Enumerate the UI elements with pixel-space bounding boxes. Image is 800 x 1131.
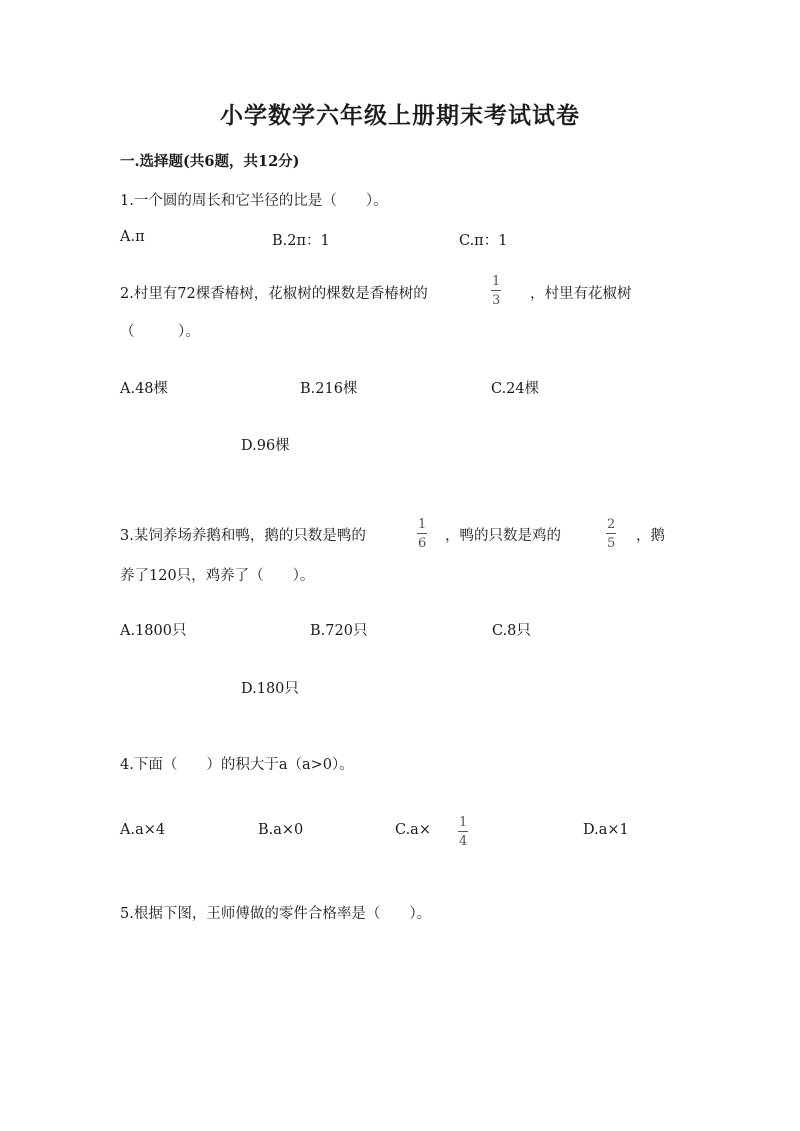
question-1-option-b: B.2π：1: [272, 233, 330, 249]
question-4-option-b: B.a×0: [258, 822, 304, 838]
question-3-fraction-2: [605, 518, 617, 550]
question-3-option-d: D.180只: [241, 681, 299, 697]
fraction-denominator: 5: [607, 536, 616, 551]
question-3-text-b: ，鸭的只数是鸡的: [445, 528, 561, 544]
question-2-text-b: ，村里有花椒树: [530, 286, 632, 302]
question-3-fraction-1: [416, 518, 428, 550]
question-1-option-a: A.π: [120, 229, 145, 245]
question-2-text-a: 2.村里有72棵香椿树，花椒树的棵数是香椿树的: [120, 286, 428, 302]
question-2-option-a: A.48棵: [120, 381, 169, 397]
question-3-option-a: A.1800只: [120, 623, 187, 639]
question-4-option-d: D.a×1: [583, 822, 629, 838]
question-3-text-c: ，鹅: [636, 528, 665, 544]
question-1-text: 1.一个圆的周长和它半径的比是（ ）。: [120, 193, 388, 209]
fraction-numerator: 1: [492, 274, 501, 289]
question-2-fraction: [490, 275, 502, 307]
question-4-option-a: A.a×4: [120, 822, 166, 838]
question-2-option-c: C.24棵: [491, 381, 540, 397]
question-3-text-a: 3.某饲养场养鹅和鸭，鹅的只数是鸭的: [120, 528, 366, 544]
fraction-denominator: 4: [459, 834, 468, 849]
section-heading: 一.选择题(共6题，共12分): [120, 153, 300, 170]
fraction-numerator: 2: [607, 517, 616, 532]
question-3-option-b: B.720只: [310, 623, 368, 639]
question-3-text-d: 养了120只，鸡养了（ ）。: [120, 568, 315, 584]
question-4-option-c: C.a×: [395, 822, 431, 838]
question-4-text: 4.下面（ ）的积大于a（a>0）。: [120, 757, 354, 773]
question-1-option-c: C.π：1: [459, 233, 508, 249]
fraction-denominator: 3: [492, 293, 501, 308]
fraction-numerator: 1: [459, 815, 468, 830]
question-5-text: 5.根据下图，王师傅做的零件合格率是（ ）。: [120, 906, 432, 922]
question-2-option-b: B.216棵: [300, 381, 358, 397]
page-title: 小学数学六年级上册期末考试试卷: [220, 102, 580, 129]
question-2-option-d: D.96棵: [241, 438, 290, 454]
question-3-option-c: C.8只: [492, 623, 531, 639]
fraction-numerator: 1: [418, 517, 427, 532]
question-2-text-c: （ ）。: [120, 324, 200, 340]
question-4-fraction: [457, 816, 469, 848]
fraction-denominator: 6: [418, 536, 427, 551]
